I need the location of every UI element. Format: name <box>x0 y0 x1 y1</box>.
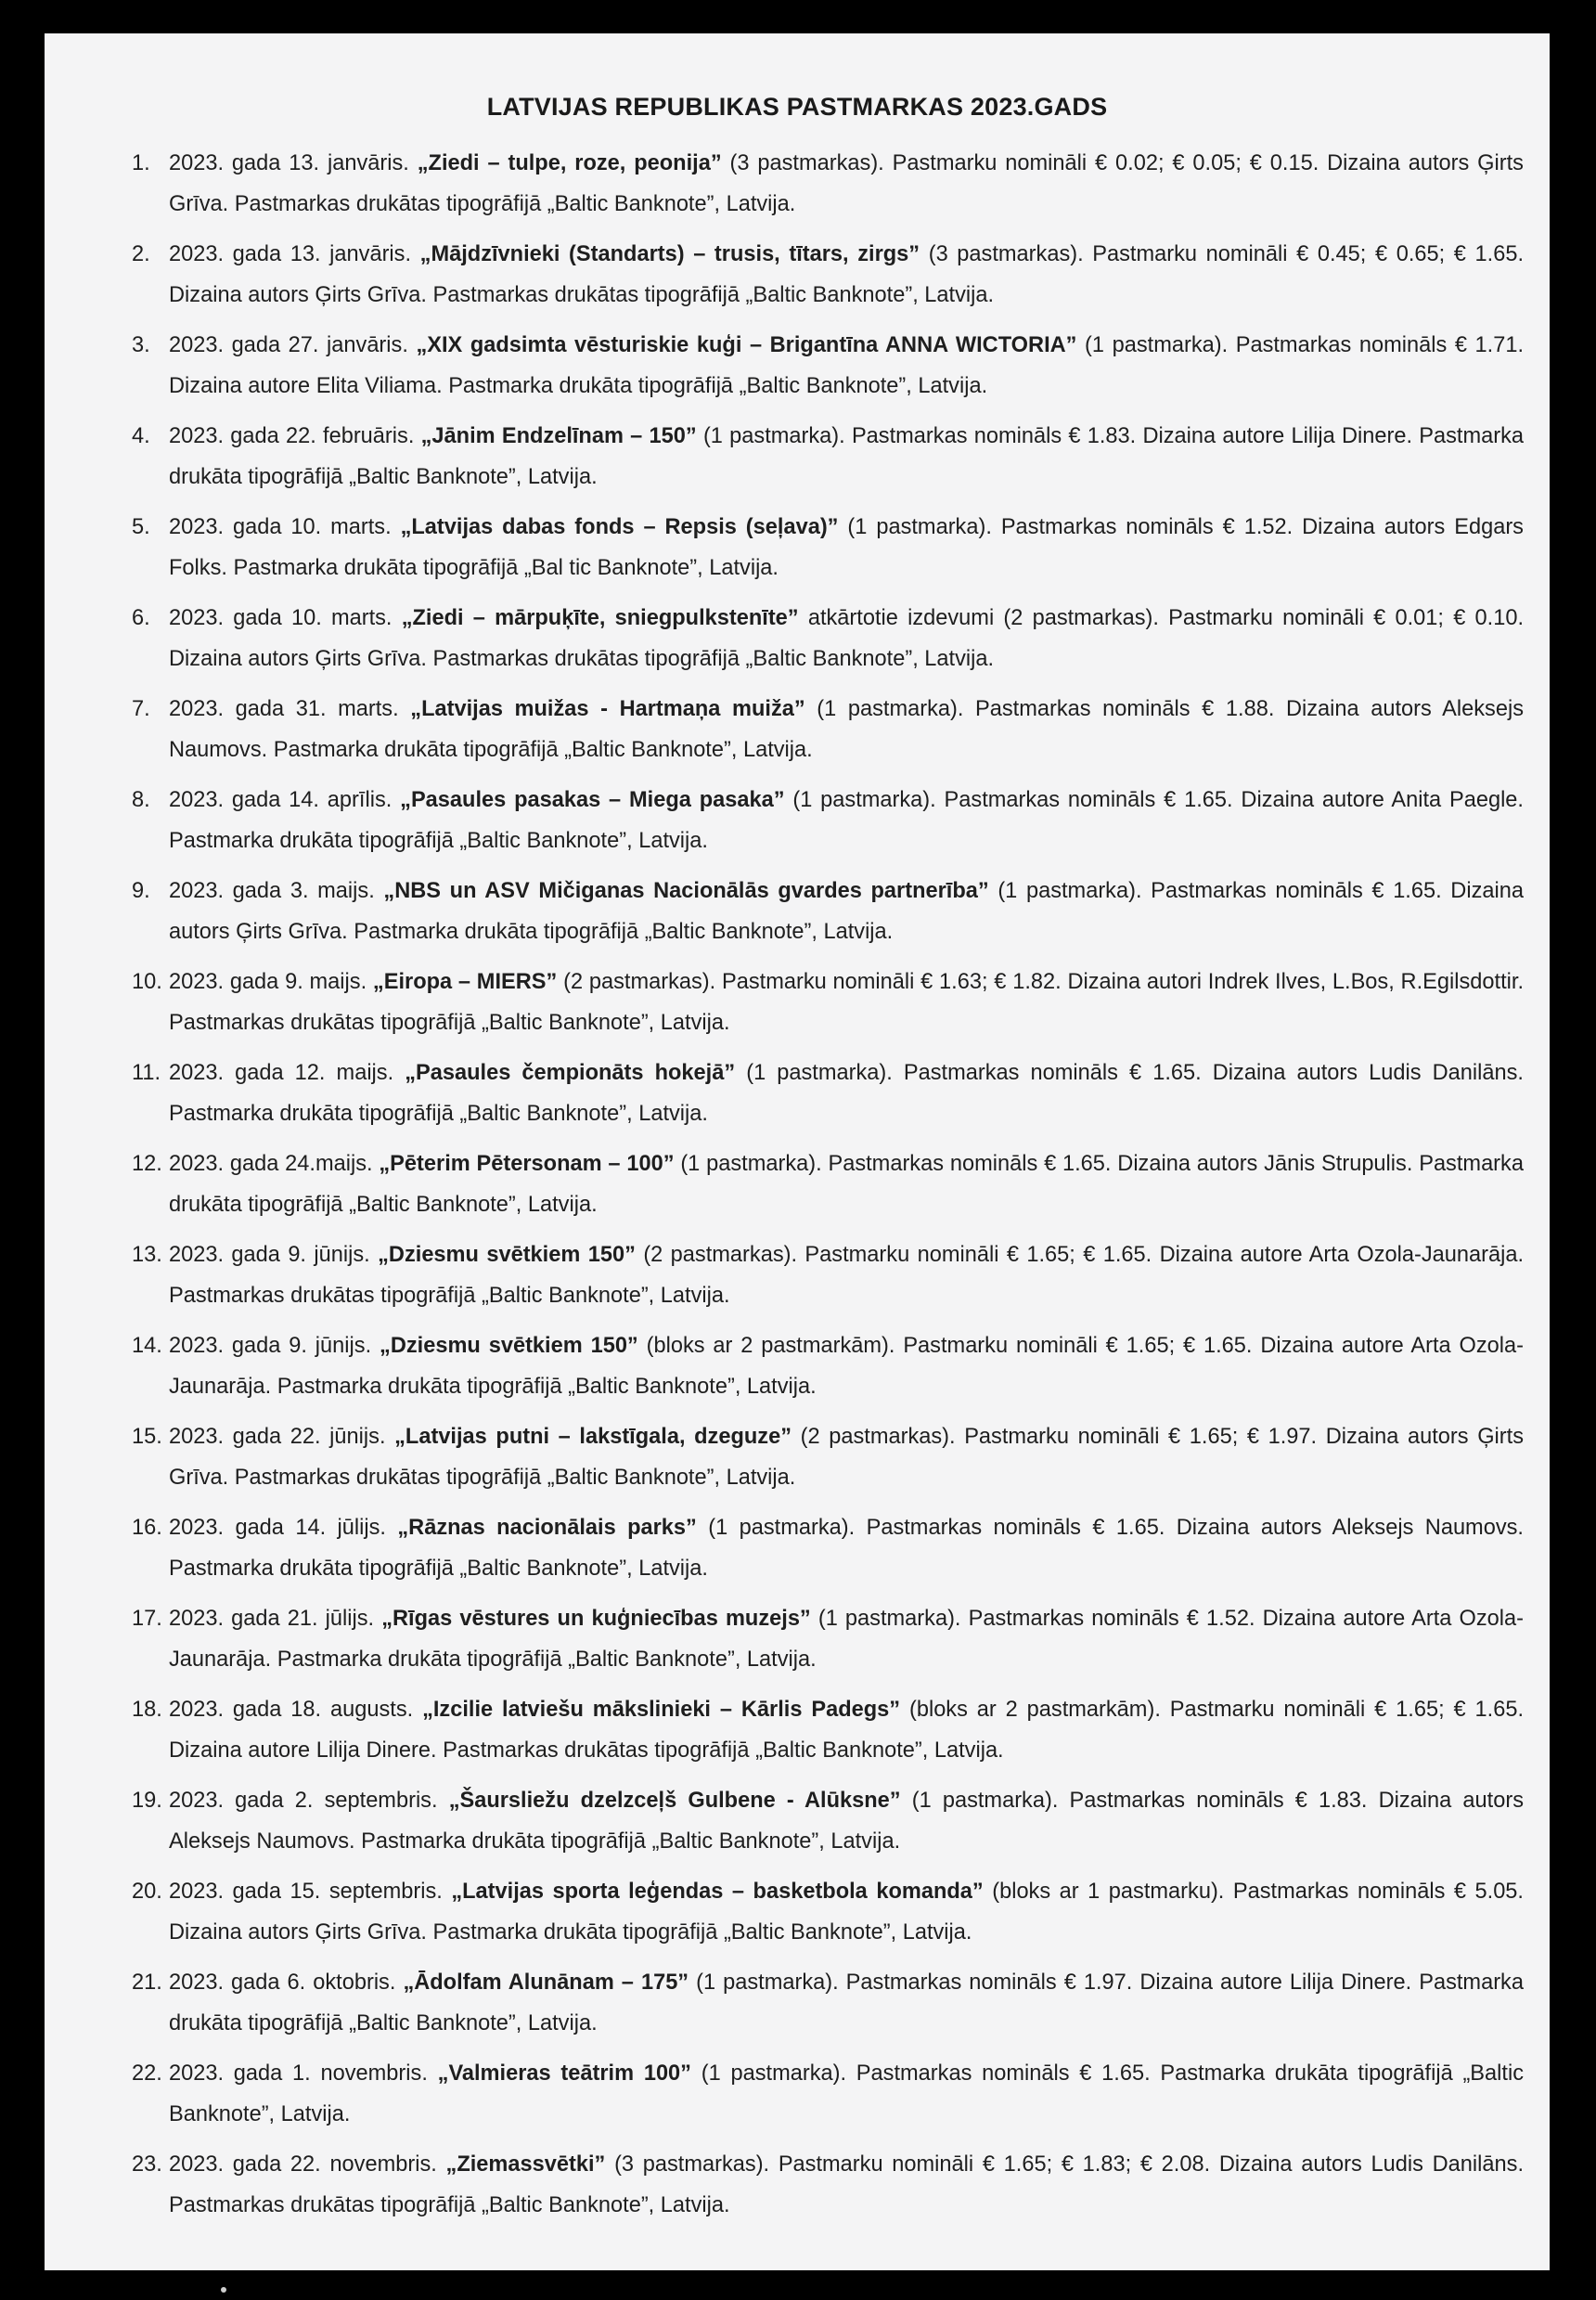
item-details: (1 pastmarka). Pastmarkas nomināls € 1.65. Dizaina autors Aleksejs Naumovs. Pastmarka drukāta tipogrāfijā „Baltic Banknote”, Latvija. <box>169 1516 1524 1581</box>
item-number: 3. <box>132 333 150 357</box>
list-item <box>132 780 1524 861</box>
stamp-title: „Izcilie latviešu mākslinieki – Kārlis Padegs” <box>422 1698 901 1722</box>
document-page <box>45 33 1550 2270</box>
item-text <box>169 325 1524 407</box>
item-details: (2 pastmarkas). Pastmarku nomināli € 1.65; € 1.97. Dizaina autors Ģirts Grīva. Pastmarkas drukātas tipogrāfijā „Baltic Banknote”, Latvija. <box>169 1425 1524 1490</box>
page-title: LATVIJAS REPUBLIKAS PASTMARKAS 2023.GADS <box>486 93 1108 121</box>
item-details: (1 pastmarka). Pastmarkas nomināls € 1.65. Dizaina autors Jānis Strupulis. Pastmarka drukāta tipogrāfijā „Baltic Banknote”, Latvija. <box>169 1152 1524 1217</box>
item-text <box>169 507 1524 588</box>
stamp-title: „Ādolfam Alunānam – 175” <box>403 1971 689 1995</box>
stamp-title: „NBS un ASV Mičiganas Nacionālās gvardes partnerība” <box>383 879 989 903</box>
item-text <box>169 1871 1524 1953</box>
item-number: 10. <box>132 970 162 994</box>
item-date: 2023. gada 22. novembris. <box>169 2152 437 2177</box>
list-item <box>132 1780 1524 1862</box>
item-details: (bloks ar 2 pastmarkām). Pastmarku nomināli € 1.65; € 1.65. Dizaina autore Lilija Dinere. Pastmarkas drukātas tipogrāfijā „Baltic Banknote”, Latvija. <box>169 1698 1525 1763</box>
list-item <box>132 1325 1524 1407</box>
stamp-title: „Rāznas nacionālais parks” <box>397 1516 697 1540</box>
item-text <box>169 962 1524 1043</box>
item-details: (2 pastmarkas). Pastmarku nomināli € 1.65; € 1.65. Dizaina autore Arta Ozola-Jaunarāja. Pastmarkas drukātas tipogrāfijā „Baltic Banknote”, Latvija. <box>169 1243 1525 1308</box>
item-date: 2023. gada 10. marts. <box>169 515 392 539</box>
item-text <box>169 780 1524 861</box>
item-date: 2023. gada 12. maijs. <box>169 1061 394 1085</box>
list-item <box>132 1598 1524 1680</box>
item-date: 2023. gada 27. janvāris. <box>169 333 408 357</box>
item-text <box>169 1416 1524 1498</box>
list-item <box>132 234 1524 316</box>
item-date: 2023. gada 10. marts. <box>169 606 393 630</box>
item-number: 5. <box>132 515 150 539</box>
item-text <box>169 1325 1524 1407</box>
item-date: 2023. gada 13. janvāris. <box>169 242 412 266</box>
stamp-list <box>132 143 1524 2235</box>
item-number: 6. <box>132 606 150 630</box>
stamp-title: „Dziesmu svētkiem 150” <box>380 1334 638 1358</box>
item-date: 2023. gada 22. jūnijs. <box>169 1425 386 1449</box>
list-item <box>132 2053 1524 2135</box>
list-item <box>132 143 1524 225</box>
item-text <box>169 689 1524 770</box>
item-details: (1 pastmarka). Pastmarkas nomināls € 1.52. Dizaina autore Arta Ozola-Jaunarāja. Pastmarka drukāta tipogrāfijā „Baltic Banknote”, Latvija. <box>169 1607 1524 1672</box>
item-date: 2023. gada 22. februāris. <box>169 424 415 448</box>
item-number: 14. <box>132 1334 162 1358</box>
item-number: 2. <box>132 242 150 266</box>
item-details: (1 pastmarka). Pastmarkas nomināls € 1.83. Dizaina autors Aleksejs Naumovs. Pastmarka drukāta tipogrāfijā „Baltic Banknote”, Latvija. <box>169 1789 1524 1854</box>
item-number: 21. <box>132 1971 162 1995</box>
stamp-title: „Ziemassvētki” <box>445 2152 606 2177</box>
item-number: 19. <box>132 1789 162 1813</box>
item-number: 8. <box>132 788 150 812</box>
item-date: 2023. gada 2. septembris. <box>169 1789 438 1813</box>
item-date: 2023. gada 13. janvāris. <box>169 151 409 175</box>
list-item <box>132 962 1524 1043</box>
list-item <box>132 416 1524 497</box>
stamp-title: „Rīgas vēstures un kuģniecības muzejs” <box>381 1607 811 1631</box>
item-date: 2023. gada 9. jūnijs. <box>169 1243 370 1267</box>
stamp-title: „Dziesmu svētkiem 150” <box>378 1243 636 1267</box>
stamp-title: „Jānim Endzelīnam – 150” <box>420 424 697 448</box>
item-number: 16. <box>132 1516 162 1540</box>
item-details: (1 pastmarka). Pastmarkas nomināls € 1.88. Dizaina autors Aleksejs Naumovs. Pastmarka drukāta tipogrāfijā „Baltic Banknote”, Latvija. <box>169 697 1524 762</box>
item-details: (1 pastmarka). Pastmarkas nomināls € 1.71. Dizaina autore Elita Viliama. Pastmarka drukāta tipogrāfijā „Baltic Banknote”, Latvija. <box>169 333 1525 398</box>
item-date: 2023. gada 18. augusts. <box>169 1698 414 1722</box>
item-text <box>169 871 1524 952</box>
list-item <box>132 1053 1524 1134</box>
item-date: 2023. gada 6. oktobris. <box>169 1971 396 1995</box>
list-item <box>132 1234 1524 1316</box>
item-details: (1 pastmarka). Pastmarkas nomināls € 1.65. Pastmarka drukāta tipogrāfijā „Baltic Banknote”, Latvija. <box>169 2061 1524 2126</box>
item-details: (3 pastmarkas). Pastmarku nomināli € 0.45; € 0.65; € 1.65. Dizaina autors Ģirts Grīva. Pastmarkas drukātas tipogrāfijā „Baltic Banknote”, Latvija. <box>169 242 1525 307</box>
list-item <box>132 689 1524 770</box>
item-text <box>169 1234 1524 1316</box>
list-item <box>132 1507 1524 1589</box>
item-date: 2023. gada 31. marts. <box>169 697 399 721</box>
item-details: atkārtotie izdevumi (2 pastmarkas). Pastmarku nomināli € 0.01; € 0.10. Dizaina autors Ģirts Grīva. Pastmarkas drukātas tipogrāfijā „Baltic Banknote”, Latvija. <box>169 606 1524 671</box>
list-item <box>132 1144 1524 1225</box>
item-number: 9. <box>132 879 150 903</box>
item-text <box>169 234 1524 316</box>
scan-speck <box>221 2287 226 2293</box>
item-date: 2023. gada 21. jūlijs. <box>169 1607 375 1631</box>
item-details: (1 pastmarka). Pastmarkas nomināls € 1.52. Dizaina autors Edgars Folks. Pastmarka drukāta tipogrāfijā „Bal tic Banknote”, Latvija. <box>169 515 1524 580</box>
item-number: 4. <box>132 424 150 448</box>
item-number: 12. <box>132 1152 162 1176</box>
stamp-title: „Latvijas putni – lakstīgala, dzeguze” <box>394 1425 792 1449</box>
item-date: 2023. gada 3. maijs. <box>169 879 375 903</box>
stamp-title: „Latvijas muižas - Hartmaņa muiža” <box>410 697 805 721</box>
item-text <box>169 1780 1524 1862</box>
stamp-title: „Latvijas sporta leģendas – basketbola komanda” <box>451 1880 984 1904</box>
item-number: 13. <box>132 1243 162 1267</box>
item-number: 18. <box>132 1698 162 1722</box>
item-details: (1 pastmarka). Pastmarkas nomināls € 1.83. Dizaina autore Lilija Dinere. Pastmarka drukāta tipogrāfijā „Baltic Banknote”, Latvija. <box>169 424 1524 489</box>
item-text <box>169 1144 1524 1225</box>
list-item <box>132 1689 1524 1771</box>
list-item <box>132 1962 1524 2044</box>
item-details: (3 pastmarkas). Pastmarku nomināli € 0.02; € 0.05; € 0.15. Dizaina autors Ģirts Grīva. Pastmarkas drukātas tipogrāfijā „Baltic Banknote”, Latvija. <box>169 151 1524 216</box>
item-number: 22. <box>132 2061 162 2086</box>
list-item <box>132 598 1524 679</box>
item-date: 2023. gada 1. novembris. <box>169 2061 428 2086</box>
item-details: (1 pastmarka). Pastmarkas nomināls € 1.65. Dizaina autors Ludis Danilāns. Pastmarka drukāta tipogrāfijā „Baltic Banknote”, Latvija. <box>169 1061 1524 1126</box>
item-details: (3 pastmarkas). Pastmarku nomināli € 1.65; € 1.83; € 2.08. Dizaina autors Ludis Danilāns. Pastmarkas drukātas tipogrāfijā „Baltic Banknote”, Latvija. <box>169 2152 1524 2217</box>
item-text <box>169 416 1524 497</box>
stamp-title: „Pasaules pasakas – Miega pasaka” <box>400 788 785 812</box>
item-number: 11. <box>132 1061 161 1085</box>
item-details: (2 pastmarkas). Pastmarku nomināli € 1.63; € 1.82. Dizaina autori Indrek Ilves, L.Bos, R.Egilsdottir. Pastmarkas drukātas tipogrāfijā „Baltic Banknote”, Latvija. <box>169 970 1524 1035</box>
stamp-title: „Latvijas dabas fonds – Repsis (seļava)” <box>400 515 839 539</box>
list-item <box>132 325 1524 407</box>
stamp-title: „Ziedi – tulpe, roze, peonija” <box>417 151 722 175</box>
item-date: 2023. gada 14. jūlijs. <box>169 1516 386 1540</box>
list-item <box>132 1416 1524 1498</box>
item-details: (1 pastmarka). Pastmarkas nomināls € 1.97. Dizaina autore Lilija Dinere. Pastmarka drukāta tipogrāfijā „Baltic Banknote”, Latvija. <box>169 1971 1524 2035</box>
item-number: 23. <box>132 2152 162 2177</box>
item-text <box>169 1053 1524 1134</box>
stamp-title: „Ziedi – mārpuķīte, sniegpulkstenīte” <box>401 606 799 630</box>
stamp-title: „Pēterim Pētersonam – 100” <box>379 1152 675 1176</box>
stamp-title: „Eiropa – MIERS” <box>372 970 558 994</box>
list-item <box>132 2144 1524 2226</box>
item-text <box>169 143 1524 225</box>
item-date: 2023. gada 14. aprīlis. <box>169 788 393 812</box>
list-item <box>132 871 1524 952</box>
list-item <box>132 1871 1524 1953</box>
stamp-title: „XIX gadsimta vēsturiskie kuģi – Brigantīna ANNA WICTORIA” <box>416 333 1077 357</box>
item-text <box>169 2053 1524 2135</box>
stamp-title: „Šaursliežu dzelzceļš Gulbene - Alūksne” <box>448 1789 901 1813</box>
item-date: 2023. gada 9. jūnijs. <box>169 1334 372 1358</box>
item-text <box>169 1962 1524 2044</box>
item-number: 20. <box>132 1880 162 1904</box>
item-text <box>169 1507 1524 1589</box>
item-date: 2023. gada 24.maijs. <box>169 1152 373 1176</box>
item-text <box>169 598 1524 679</box>
item-date: 2023. gada 15. septembris. <box>169 1880 443 1904</box>
stamp-title: „Valmieras teātrim 100” <box>437 2061 691 2086</box>
item-details: (1 pastmarka). Pastmarkas nomināls € 1.65. Dizaina autors Ģirts Grīva. Pastmarka drukāta tipogrāfijā „Baltic Banknote”, Latvija. <box>169 879 1524 944</box>
item-number: 17. <box>132 1607 162 1631</box>
item-text <box>169 1598 1524 1680</box>
item-details: (1 pastmarka). Pastmarkas nomināls € 1.65. Dizaina autore Anita Paegle. Pastmarka drukāta tipogrāfijā „Baltic Banknote”, Latvija. <box>169 788 1524 853</box>
item-number: 15. <box>132 1425 162 1449</box>
item-number: 1. <box>132 151 150 175</box>
item-details: (bloks ar 1 pastmarku). Pastmarkas nomināls € 5.05. Dizaina autors Ģirts Grīva. Pastmarka drukāta tipogrāfijā „Baltic Banknote”, Latvija. <box>169 1880 1524 1945</box>
stamp-title: „Pasaules čempionāts hokejā” <box>405 1061 736 1085</box>
item-number: 7. <box>132 697 150 721</box>
item-details: (bloks ar 2 pastmarkām). Pastmarku nomināli € 1.65; € 1.65. Dizaina autore Arta Ozola-Jaunarāja. Pastmarka drukāta tipogrāfijā „Baltic Banknote”, Latvija. <box>169 1334 1524 1399</box>
list-item <box>132 507 1524 588</box>
stamp-title: „Mājdzīvnieki (Standarts) – trusis, tītars, zirgs” <box>419 242 920 266</box>
item-date: 2023. gada 9. maijs. <box>169 970 367 994</box>
item-text <box>169 2144 1524 2226</box>
item-text <box>169 1689 1524 1771</box>
